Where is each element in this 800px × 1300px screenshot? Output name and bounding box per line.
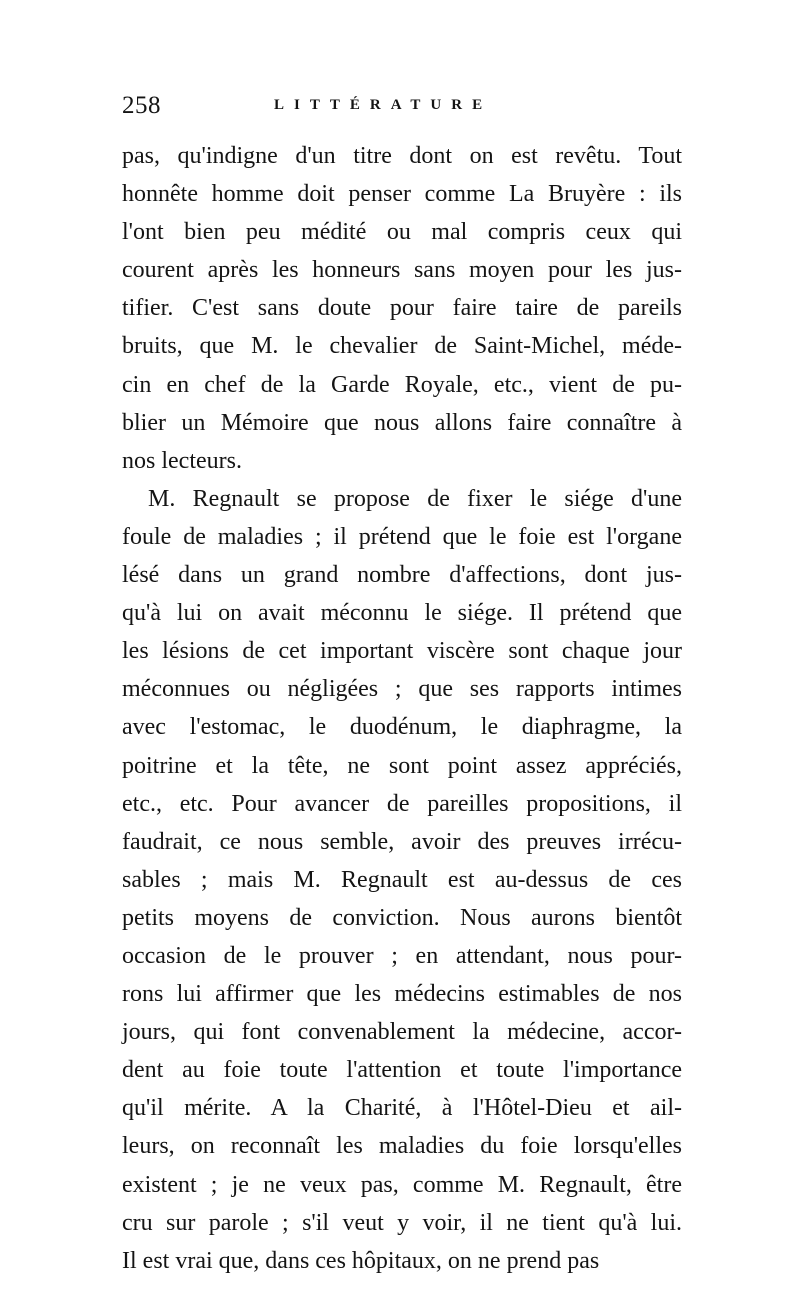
text-line: tifier. C'est sans doute pour faire taire de pareils: [122, 295, 682, 322]
text-line: les lésions de cet important viscère sont chaque jour: [122, 638, 682, 665]
text-line: pas, qu'indigne d'un titre dont on est revêtu. Tout: [122, 143, 682, 169]
text-line: blier un Mémoire que nous allons faire connaître à: [122, 409, 682, 436]
text-line: jours, qui font convenablement la médecine, accor-: [122, 1019, 682, 1046]
text-line: faudrait, ce nous semble, avoir des preuves irrécu-: [122, 828, 682, 855]
text-line: poitrine et la tête, ne sont point assez appréciés,: [122, 752, 682, 779]
body-text: [122, 137, 682, 1280]
text-line: existent ; je ne veux pas, comme M. Regnault, être: [122, 1171, 682, 1198]
text-line: courent après les honneurs sans moyen pour les jus-: [122, 257, 682, 284]
text-line: méconnues ou négligées ; que ses rapports intimes: [122, 676, 682, 703]
text-line: lésé dans un grand nombre d'affections, dont jus-: [122, 562, 682, 589]
paragraph: [122, 480, 682, 1280]
text-line: cru sur parole ; s'il veut y voir, il ne tient qu'à lui.: [122, 1209, 682, 1236]
text-line: M. Regnault se propose de fixer le siége d'une: [148, 485, 682, 512]
text-line: cin en chef de la Garde Royale, etc., vient de pu-: [122, 371, 682, 398]
text-line: nos lecteurs.: [122, 447, 242, 474]
text-line: l'ont bien peu médité ou mal compris ceux qui: [122, 219, 682, 246]
text-line: etc., etc. Pour avancer de pareilles propositions, il: [122, 790, 682, 817]
page-header: [122, 88, 682, 128]
text-line: dent au foie toute l'attention et toute l'importance: [122, 1057, 682, 1084]
text-line: honnête homme doit penser comme La Bruyère : ils: [122, 181, 682, 208]
text-line: petits moyens de conviction. Nous aurons bientôt: [122, 904, 682, 931]
text-line: foule de maladies ; il prétend que le foie est l'organe: [122, 523, 682, 550]
text-line: rons lui affirmer que les médecins estimables de nos: [122, 981, 682, 1008]
paragraph: [122, 137, 682, 480]
text-line: sables ; mais M. Regnault est au-dessus de ces: [122, 866, 682, 893]
text-line: bruits, que M. le chevalier de Saint-Michel, méde-: [122, 333, 682, 360]
page-number: 258: [122, 92, 161, 119]
text-line: avec l'estomac, le duodénum, le diaphragme, la: [122, 714, 682, 741]
text-line: occasion de le prouver ; en attendant, nous pour-: [122, 942, 682, 969]
text-line: qu'à lui on avait méconnu le siége. Il prétend que: [122, 600, 682, 627]
text-line: Il est vrai que, dans ces hôpitaux, on ne prend pas: [122, 1247, 600, 1274]
text-line: leurs, on reconnaît les maladies du foie lorsqu'elles: [122, 1133, 682, 1160]
running-head: LITTÉRATURE: [274, 97, 493, 113]
text-line: qu'il mérite. A la Charité, à l'Hôtel-Dieu et ail-: [122, 1095, 682, 1122]
